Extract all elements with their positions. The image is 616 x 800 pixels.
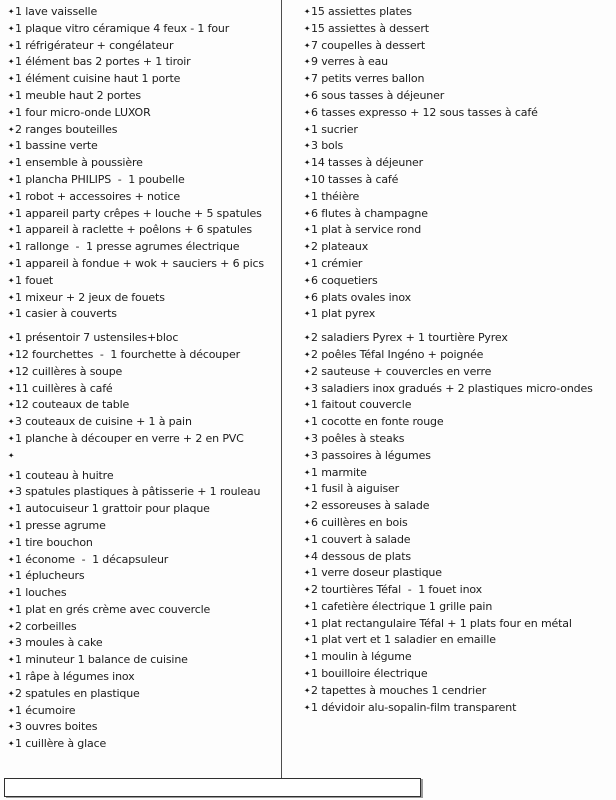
bullet-icon: ✦ — [8, 90, 15, 100]
bullet-icon: ✦ — [304, 141, 311, 151]
list-item — [304, 599, 610, 616]
inventory-column-right — [304, 4, 610, 716]
bullet-icon: ✦ — [8, 107, 15, 117]
list-item — [8, 484, 280, 501]
item-text: 2 tapettes à mouches 1 cendrier — [311, 683, 487, 697]
bullet-icon: ✦ — [304, 501, 311, 511]
item-text: 1 dévidoir alu-sopalin-film transparent — [311, 700, 517, 714]
item-text: 3 spatules plastiques à pâtisserie + 1 rouleau — [15, 485, 261, 499]
list-item — [8, 105, 280, 122]
list-item — [8, 568, 280, 585]
item-text: 1 presse agrume — [15, 518, 106, 532]
list-item — [8, 222, 280, 239]
item-text: 1 élément bas 2 portes + 1 tiroir — [15, 55, 191, 69]
bullet-icon: ✦ — [8, 57, 15, 67]
bullet-icon: ✦ — [304, 450, 311, 460]
bullet-icon: ✦ — [304, 669, 311, 679]
list-item — [304, 172, 610, 189]
list-item — [8, 189, 280, 206]
bullet-icon: ✦ — [304, 275, 311, 285]
list-item — [304, 222, 610, 239]
bullet-icon: ✦ — [304, 551, 311, 561]
item-text: 1 planche à découper en verre + 2 en PVC — [15, 431, 244, 445]
list-item — [304, 273, 610, 290]
list-item — [8, 736, 280, 753]
bullet-icon: ✦ — [304, 40, 311, 50]
list-item — [304, 683, 610, 700]
bullet-icon: ✦ — [8, 275, 15, 285]
list-item — [8, 155, 280, 172]
bullet-icon: ✦ — [304, 433, 311, 443]
item-text: 3 passoires à légumes — [311, 448, 431, 462]
list-item — [304, 54, 610, 71]
bullet-icon: ✦ — [304, 652, 311, 662]
bullet-icon: ✦ — [8, 487, 15, 497]
bullet-icon: ✦ — [8, 537, 15, 547]
item-text: 2 essoreuses à salade — [311, 499, 430, 513]
item-text: 1 four micro-onde LUXOR — [15, 105, 151, 119]
list-item — [304, 397, 610, 414]
list-item — [304, 632, 610, 649]
bullet-icon: ✦ — [8, 571, 15, 581]
list-item — [304, 414, 610, 431]
list-item — [8, 635, 280, 652]
list-item — [304, 239, 610, 256]
bullet-icon: ✦ — [8, 450, 15, 460]
list-item — [304, 88, 610, 105]
list-item — [304, 256, 610, 273]
item-text: 1 minuteur 1 balance de cuisine — [15, 653, 188, 667]
list-item — [304, 431, 610, 448]
list-item — [8, 306, 280, 323]
list-item — [304, 290, 610, 307]
list-item — [304, 206, 610, 223]
bullet-icon: ✦ — [304, 208, 311, 218]
list-item — [304, 549, 610, 566]
bullet-icon: ✦ — [8, 208, 15, 218]
item-text: 6 plats ovales inox — [311, 290, 411, 304]
column-divider-line — [281, 0, 282, 778]
list-item — [304, 138, 610, 155]
bullet-icon: ✦ — [304, 258, 311, 268]
list-item — [304, 515, 610, 532]
list-item — [304, 71, 610, 88]
list-item — [8, 54, 280, 71]
list-item — [304, 565, 610, 582]
bullet-icon: ✦ — [8, 23, 15, 33]
item-text: 1 théière — [311, 189, 360, 203]
item-text: 14 tasses à déjeuner — [311, 156, 424, 170]
list-item — [8, 431, 280, 448]
item-text: 1 sucrier — [311, 122, 358, 136]
list-item — [304, 381, 610, 398]
bullet-icon: ✦ — [304, 383, 311, 393]
item-text: 4 dessous de plats — [311, 549, 412, 563]
list-item — [304, 498, 610, 515]
list-item — [8, 468, 280, 485]
item-text: 3 ouvres boites — [15, 720, 98, 734]
item-text: 7 petits verres ballon — [311, 72, 425, 86]
list-item — [8, 381, 280, 398]
list-item — [8, 206, 280, 223]
bullet-icon: ✦ — [8, 638, 15, 648]
list-item — [304, 364, 610, 381]
list-item — [8, 172, 280, 189]
list-item — [8, 397, 280, 414]
list-item — [8, 448, 280, 465]
bullet-icon: ✦ — [8, 309, 15, 319]
bullet-icon: ✦ — [304, 517, 311, 527]
bullet-icon: ✦ — [8, 366, 15, 376]
item-text: 15 assiettes à dessert — [311, 21, 429, 35]
bullet-icon: ✦ — [8, 722, 15, 732]
bullet-icon: ✦ — [8, 124, 15, 134]
item-text: 1 cafetière électrique 1 grille pain — [311, 599, 493, 613]
bullet-icon: ✦ — [304, 23, 311, 33]
item-text: 9 verres à eau — [311, 55, 388, 69]
list-item — [8, 535, 280, 552]
bullet-icon: ✦ — [304, 174, 311, 184]
item-text: 1 meuble haut 2 portes — [15, 88, 141, 102]
list-item — [8, 138, 280, 155]
bullet-icon: ✦ — [8, 40, 15, 50]
bullet-icon: ✦ — [8, 74, 15, 84]
list-item — [8, 330, 280, 347]
list-item — [8, 602, 280, 619]
item-text: 1 marmite — [311, 465, 367, 479]
item-text: 1 bassine verte — [15, 139, 98, 153]
bullet-icon: ✦ — [8, 349, 15, 359]
list-item — [8, 652, 280, 669]
list-item — [304, 666, 610, 683]
bullet-icon: ✦ — [8, 225, 15, 235]
list-item — [8, 38, 280, 55]
item-text: 15 assiettes plates — [311, 5, 412, 18]
item-text: 1 plat rectangulaire Téfal + 1 plats four en métal — [311, 616, 572, 630]
list-item — [304, 4, 610, 21]
bullet-icon: ✦ — [8, 554, 15, 564]
list-item — [304, 700, 610, 717]
bullet-icon: ✦ — [8, 7, 15, 16]
list-item — [304, 21, 610, 38]
item-text: 12 fourchettes - 1 fourchette à découper — [15, 347, 240, 361]
bullet-icon: ✦ — [8, 520, 15, 530]
list-item — [304, 306, 610, 323]
bullet-icon: ✦ — [304, 618, 311, 628]
bullet-icon: ✦ — [8, 588, 15, 598]
list-item — [8, 669, 280, 686]
bullet-icon: ✦ — [8, 158, 15, 168]
item-text: 1 plat à service rond — [311, 223, 422, 237]
item-text: 1 élément cuisine haut 1 porte — [15, 72, 181, 86]
bullet-icon: ✦ — [304, 292, 311, 302]
item-text: 1 appareil à fondue + wok + sauciers + 6 pics — [15, 256, 264, 270]
bullet-icon: ✦ — [8, 504, 15, 514]
bullet-icon: ✦ — [8, 400, 15, 410]
bullet-icon: ✦ — [304, 191, 311, 201]
bullet-icon: ✦ — [8, 621, 15, 631]
item-text: 1 fusil à aiguiser — [311, 482, 400, 496]
item-text: 1 crémier — [311, 256, 363, 270]
item-text: 1 cuillère à glace — [15, 737, 107, 751]
item-text: 1 mixeur + 2 jeux de fouets — [15, 290, 165, 304]
inventory-column-left — [8, 4, 280, 753]
item-text: 1 écumoire — [15, 703, 76, 717]
item-text: 1 plancha PHILIPS - 1 poubelle — [15, 172, 185, 186]
item-text: 6 flutes à champagne — [311, 206, 428, 220]
item-text: 2 saladiers Pyrex + 1 tourtière Pyrex — [311, 331, 508, 345]
bullet-icon: ✦ — [304, 702, 311, 712]
list-item — [304, 616, 610, 633]
bullet-icon: ✦ — [8, 688, 15, 698]
bullet-icon: ✦ — [304, 225, 311, 235]
bullet-icon: ✦ — [304, 635, 311, 645]
item-text: 3 moules à cake — [15, 636, 103, 650]
list-item — [8, 552, 280, 569]
item-text: 1 ensemble à poussière — [15, 156, 143, 170]
item-text: 1 appareil à raclette + poêlons + 6 spatules — [15, 223, 252, 237]
bullet-icon: ✦ — [304, 534, 311, 544]
list-item — [8, 703, 280, 720]
list-item — [8, 4, 280, 21]
list-item — [304, 155, 610, 172]
list-item — [8, 585, 280, 602]
list-item — [304, 330, 610, 347]
item-text: 12 cuillères à soupe — [15, 364, 123, 378]
list-item — [304, 38, 610, 55]
list-item — [304, 532, 610, 549]
item-text: 1 fouet — [15, 273, 54, 287]
item-text: 1 bouilloire électrique — [311, 667, 428, 681]
bullet-icon: ✦ — [8, 333, 15, 343]
item-text: 1 réfrigérateur + congélateur — [15, 38, 174, 52]
bullet-icon: ✦ — [304, 309, 311, 319]
bullet-icon: ✦ — [8, 655, 15, 665]
list-item — [8, 122, 280, 139]
item-text: 6 tasses expresso + 12 sous tasses à café — [311, 105, 538, 119]
bullet-icon: ✦ — [8, 383, 15, 393]
bullet-icon: ✦ — [304, 74, 311, 84]
list-item — [304, 465, 610, 482]
bullet-icon: ✦ — [8, 191, 15, 201]
item-text: 2 sauteuse + couvercles en verre — [311, 364, 492, 378]
list-item — [8, 686, 280, 703]
list-item — [8, 239, 280, 256]
list-item — [8, 501, 280, 518]
bullet-icon: ✦ — [304, 400, 311, 410]
item-text: 6 sous tasses à déjeuner — [311, 88, 445, 102]
item-text: 6 cuillères en bois — [311, 515, 408, 529]
item-text: 1 économe - 1 décapsuleur — [15, 552, 169, 566]
item-text: 1 plaque vitro céramique 4 feux - 1 four — [15, 21, 230, 35]
item-text: 1 couvert à salade — [311, 532, 411, 546]
bullet-icon: ✦ — [304, 685, 311, 695]
item-text: 3 couteaux de cuisine + 1 à pain — [15, 415, 192, 429]
list-item — [8, 364, 280, 381]
bullet-icon: ✦ — [8, 672, 15, 682]
footer-box — [4, 778, 421, 797]
bullet-icon: ✦ — [304, 417, 311, 427]
bullet-icon: ✦ — [304, 107, 311, 117]
item-text: 1 cocotte en fonte rouge — [311, 415, 444, 429]
list-item — [304, 189, 610, 206]
list-item — [8, 619, 280, 636]
item-text: 1 appareil party crêpes + louche + 5 spatules — [15, 206, 262, 220]
bullet-icon: ✦ — [304, 90, 311, 100]
bullet-icon: ✦ — [304, 57, 311, 67]
list-item — [8, 71, 280, 88]
item-text: 2 spatules en plastique — [15, 686, 140, 700]
bullet-icon: ✦ — [304, 124, 311, 134]
item-text: 1 présentoir 7 ustensiles+bloc — [15, 331, 179, 345]
item-text: 1 louches — [15, 586, 67, 600]
bullet-icon: ✦ — [8, 433, 15, 443]
bullet-icon: ✦ — [304, 484, 311, 494]
list-item — [8, 414, 280, 431]
bullet-icon: ✦ — [304, 585, 311, 595]
bullet-icon: ✦ — [304, 158, 311, 168]
list-item — [304, 347, 610, 364]
list-item — [8, 21, 280, 38]
item-text: 1 lave vaisselle — [15, 5, 98, 18]
bullet-icon: ✦ — [8, 141, 15, 151]
item-text: 1 plat vert et 1 saladier en emaille — [311, 633, 496, 647]
item-text: 1 tire bouchon — [15, 535, 93, 549]
item-text: 1 plat en grés crème avec couvercle — [15, 602, 211, 616]
bullet-icon: ✦ — [304, 7, 311, 16]
list-item — [304, 122, 610, 139]
list-item — [304, 481, 610, 498]
list-item — [8, 347, 280, 364]
item-text: 3 saladiers inox gradués + 2 plastiques micro-ondes — [311, 381, 593, 395]
item-text: 12 couteaux de table — [15, 398, 130, 412]
bullet-icon: ✦ — [8, 739, 15, 749]
bullet-icon: ✦ — [304, 333, 311, 343]
item-text: 2 ranges bouteilles — [15, 122, 118, 136]
item-text: 1 faitout couvercle — [311, 398, 412, 412]
item-text: 3 bols — [311, 139, 344, 153]
bullet-icon: ✦ — [304, 242, 311, 252]
item-text: 2 plateaux — [311, 240, 369, 254]
bullet-icon: ✦ — [8, 258, 15, 268]
bullet-icon: ✦ — [8, 417, 15, 427]
item-text: 1 verre doseur plastique — [311, 566, 442, 580]
list-item — [8, 719, 280, 736]
list-item — [304, 582, 610, 599]
item-text: 11 cuillères à café — [15, 381, 113, 395]
item-text: 1 éplucheurs — [15, 569, 85, 583]
item-text: 1 casier à couverts — [15, 307, 117, 321]
item-text: 1 couteau à huitre — [15, 468, 114, 482]
item-text: 1 autocuiseur 1 grattoir pour plaque — [15, 502, 210, 516]
list-item — [8, 518, 280, 535]
item-text: 1 plat pyrex — [311, 307, 376, 321]
list-item — [8, 273, 280, 290]
list-item — [304, 448, 610, 465]
bullet-icon: ✦ — [8, 174, 15, 184]
item-text: 10 tasses à café — [311, 172, 399, 186]
item-text: 3 poêles à steaks — [311, 431, 405, 445]
item-text: 2 corbeilles — [15, 619, 77, 633]
item-text: 7 coupelles à dessert — [311, 38, 426, 52]
bullet-icon: ✦ — [304, 366, 311, 376]
bullet-icon: ✦ — [8, 604, 15, 614]
bullet-icon: ✦ — [8, 705, 15, 715]
bullet-icon: ✦ — [304, 568, 311, 578]
list-item — [304, 105, 610, 122]
bullet-icon: ✦ — [304, 601, 311, 611]
item-text: 1 râpe à légumes inox — [15, 670, 135, 684]
bullet-icon: ✦ — [8, 242, 15, 252]
bullet-icon: ✦ — [304, 467, 311, 477]
bullet-icon: ✦ — [8, 292, 15, 302]
list-item — [8, 290, 280, 307]
bullet-icon: ✦ — [304, 349, 311, 359]
item-text: 2 poêles Téfal Ingéno + poignée — [311, 347, 484, 361]
item-text: 6 coquetiers — [311, 273, 378, 287]
bullet-icon: ✦ — [8, 470, 15, 480]
list-item — [8, 88, 280, 105]
item-text: 2 tourtières Téfal - 1 fouet inox — [311, 583, 483, 597]
item-text: 1 robot + accessoires + notice — [15, 189, 180, 203]
list-item — [304, 649, 610, 666]
item-text: 1 moulin à légume — [311, 650, 412, 664]
item-text: 1 rallonge - 1 presse agrumes électrique — [15, 240, 240, 254]
list-item — [8, 256, 280, 273]
